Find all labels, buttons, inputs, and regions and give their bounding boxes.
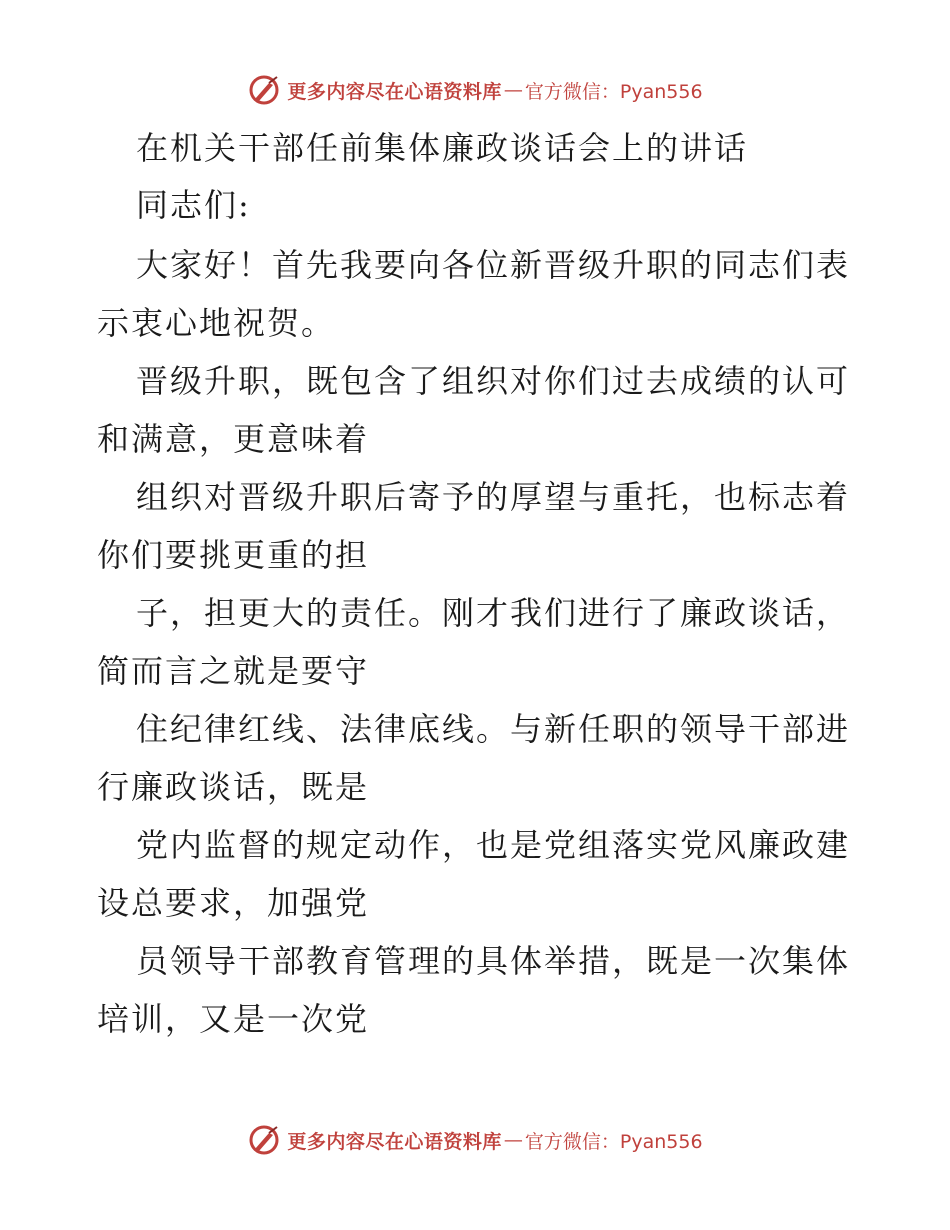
paragraph-line: 住纪律红线、法律底线。与新任职的领导干部进 bbox=[136, 710, 851, 748]
paragraph-line: 员领导干部教育管理的具体举措，既是一次集体 bbox=[136, 942, 851, 980]
paragraph-line: 和满意，更意味着 bbox=[97, 420, 370, 458]
header-wechat-text: 官方微信：Pyan556 bbox=[524, 80, 703, 103]
quill-logo-icon bbox=[247, 1123, 281, 1157]
paragraph-line: 培训，又是一次党 bbox=[97, 1000, 370, 1038]
paragraph-line: 设总要求，加强党 bbox=[97, 884, 370, 922]
document-title: 在机关干部任前集体廉政谈话会上的讲话 bbox=[136, 129, 749, 167]
footer-separator: — bbox=[503, 1129, 523, 1151]
footer-wechat-text: 官方微信：Pyan556 bbox=[524, 1130, 703, 1153]
header-banner bbox=[0, 70, 950, 110]
header-site-text: 更多内容尽在心语资料库 bbox=[287, 80, 502, 103]
paragraph-line: 大家好！首先我要向各位新晋级升职的同志们表 bbox=[136, 246, 851, 284]
paragraph-line: 示衷心地祝贺。 bbox=[97, 304, 336, 342]
paragraph-line: 党内监督的规定动作，也是党组落实党风廉政建 bbox=[136, 826, 851, 864]
salutation: 同志们: bbox=[136, 186, 251, 224]
footer-banner bbox=[0, 1120, 950, 1160]
header-separator: — bbox=[503, 79, 523, 101]
paragraph-line: 组织对晋级升职后寄予的厚望与重托，也标志着 bbox=[136, 478, 851, 516]
paragraph-line: 行廉政谈话，既是 bbox=[97, 768, 370, 806]
quill-logo-icon bbox=[247, 73, 281, 107]
paragraph-line: 你们要挑更重的担 bbox=[97, 536, 370, 574]
paragraph-line: 子，担更大的责任。刚才我们进行了廉政谈话， bbox=[136, 594, 851, 632]
footer-site-text: 更多内容尽在心语资料库 bbox=[287, 1130, 502, 1153]
paragraph-line: 简而言之就是要守 bbox=[97, 652, 370, 690]
paragraph-line: 晋级升职，既包含了组织对你们过去成绩的认可 bbox=[136, 362, 851, 400]
